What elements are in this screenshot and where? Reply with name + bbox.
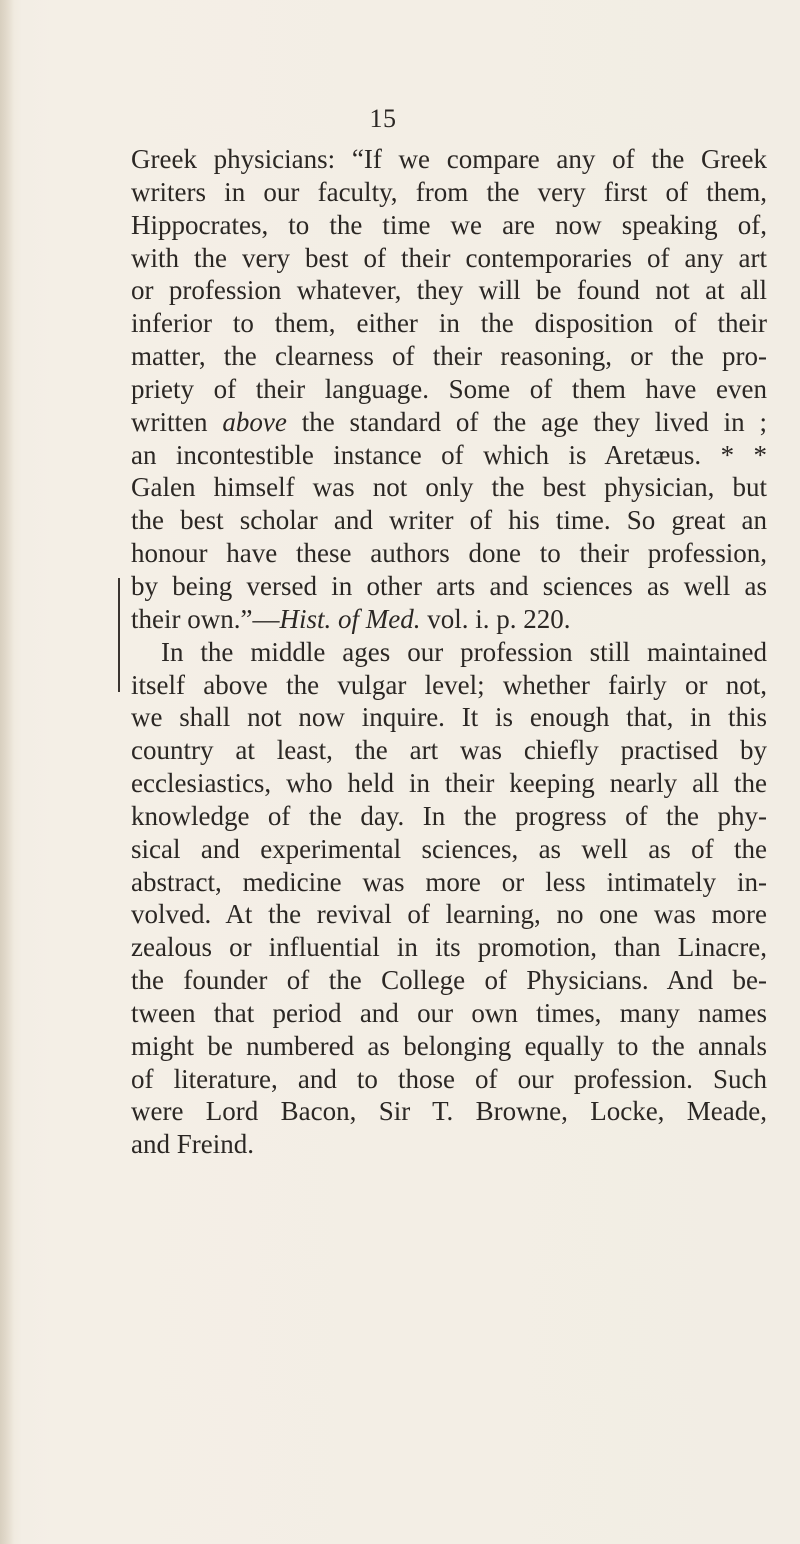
text-line: the best scholar and writer of his time. So great an [131,505,767,536]
body-text [131,143,767,1161]
page-gutter-shadow [0,0,14,1544]
text-line: priety of their language. Some of them have even [131,373,767,404]
text-line: country at least, the art was chiefly practised by [131,735,767,766]
text-line: writers in our faculty, from the very first of them, [131,176,767,207]
text-line: might be numbered as belonging equally to the annals [131,1030,767,1061]
text-line: of literature, and to those of our profession. Such [131,1063,767,1094]
page-number: 15 [369,104,397,133]
text-line: itself above the vulgar level; whether fairly or not, [131,669,767,700]
text-line: honour have these authors done to their profession, [131,538,767,569]
text-line: or profession whatever, they will be found not at all [131,275,767,306]
text-line: inferior to them, either in the disposition of their [131,308,767,339]
text-line: knowledge of the day. In the progress of the phy- [131,800,767,831]
text-line: an incontestible instance of which is Aretæus. * * [131,439,767,470]
text-line: tween that period and our own times, many names [131,997,767,1028]
text-line: matter, the clearness of their reasoning, or the pro- [131,341,767,372]
text-line: ecclesiastics, who held in their keeping nearly all the [131,768,767,799]
text-line: written above the standard of the age they lived in ; [131,406,768,437]
text-line: we shall not now inquire. It is enough that, in this [131,702,767,733]
margin-line [118,578,120,692]
text-line: the founder of the College of Physicians. And be- [131,965,767,996]
text-line: Greek physicians: “If we compare any of the Greek [131,144,767,174]
text-line: with the very best of their contemporaries of any art [131,242,767,273]
text-line: and Freind. [131,1129,254,1160]
text-line: In the middle ages our profession still maintained [161,636,767,667]
text-line: their own.”—Hist. of Med. vol. i. p. 220. [131,603,571,634]
text-line: Hippocrates, to the time we are now speaking of, [131,209,767,240]
text-line: zealous or influential in its promotion, than Linacre, [131,932,767,963]
text-line: were Lord Bacon, Sir T. Browne, Locke, Meade, [131,1096,767,1127]
text-line: Galen himself was not only the best physician, but [131,472,767,503]
text-line: abstract, medicine was more or less intimately in- [131,866,767,897]
text-line: sical and experimental sciences, as well as of the [131,833,767,864]
text-line: volved. At the revival of learning, no one was more [131,899,767,930]
text-line: by being versed in other arts and sciences as well as [131,570,767,601]
